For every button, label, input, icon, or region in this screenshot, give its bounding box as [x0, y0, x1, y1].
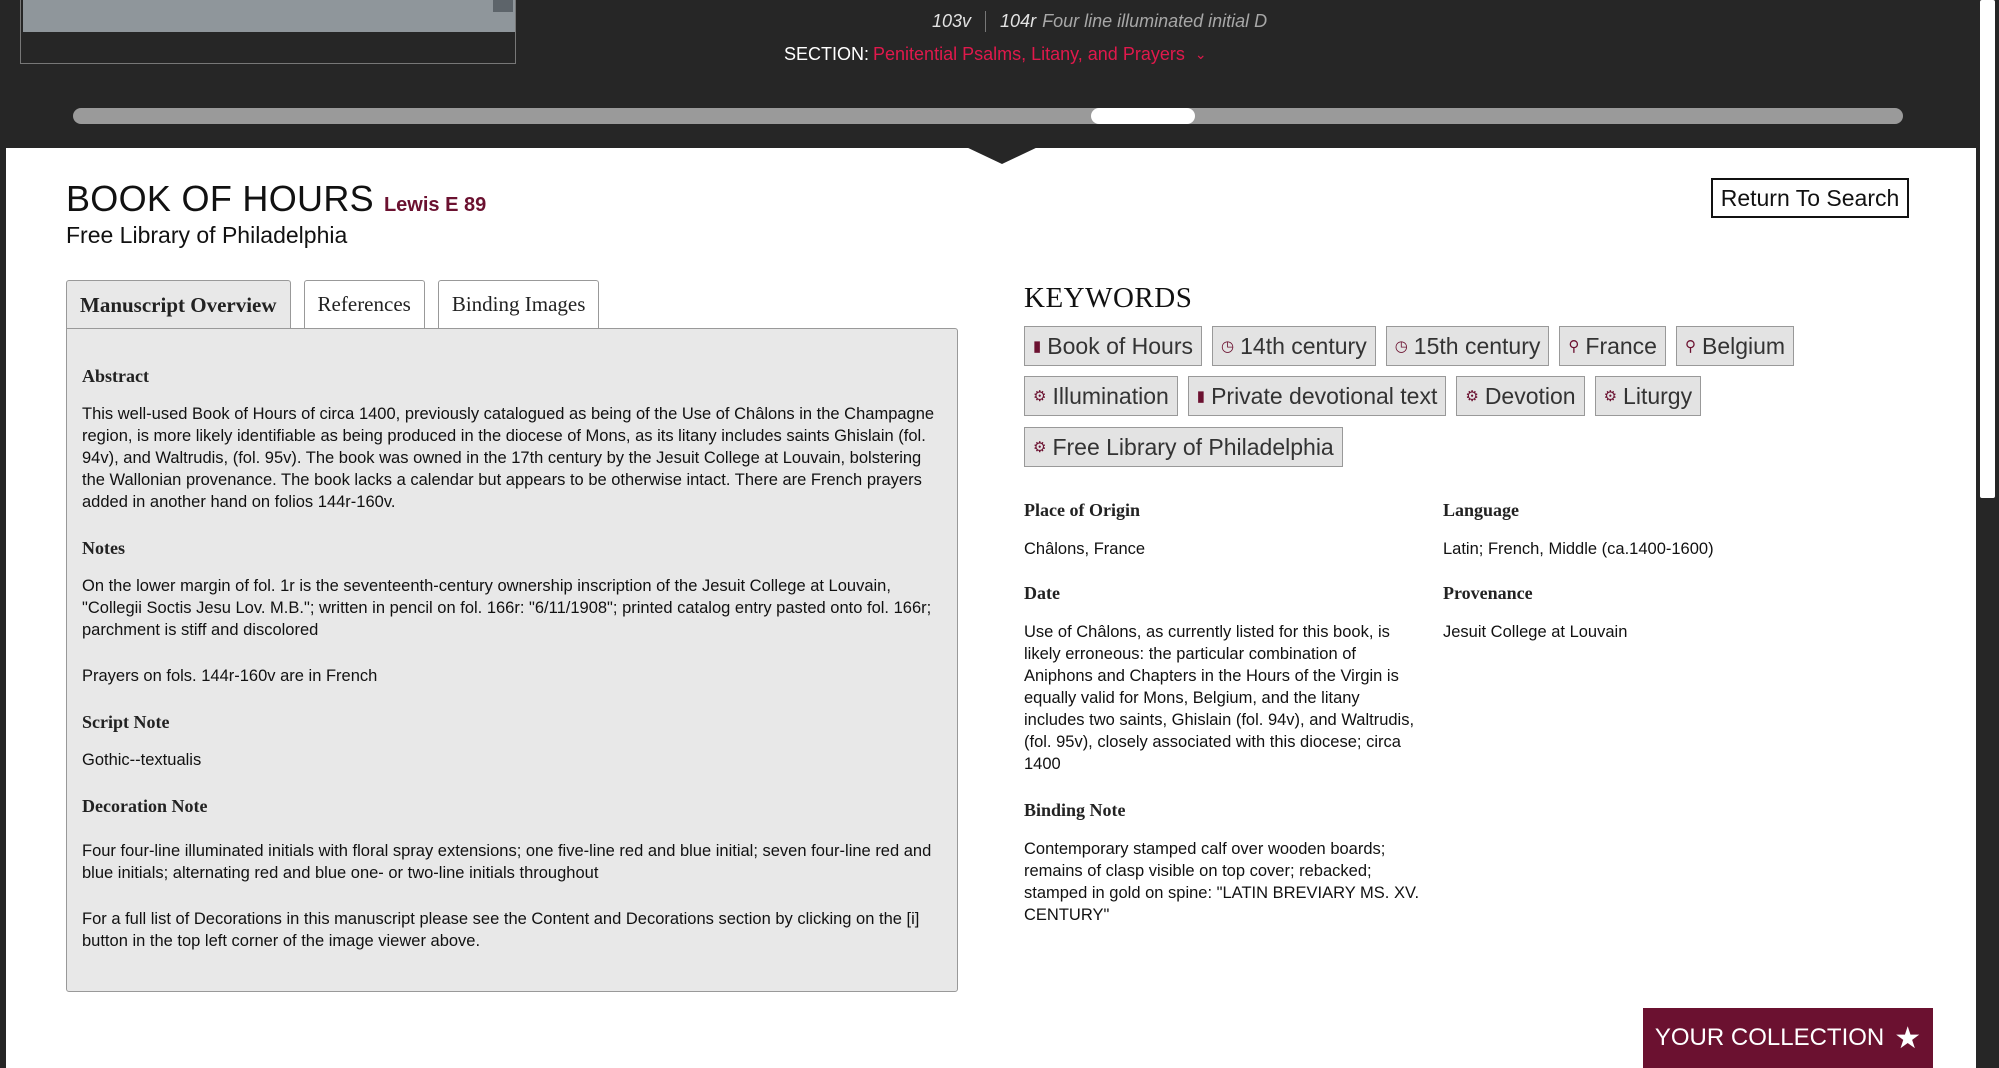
place-of-origin-value: Châlons, France [1024, 540, 1146, 558]
viewer-notch [964, 146, 1040, 164]
language-heading: Language [1443, 500, 1520, 520]
decoration-note-text-2: For a full list of Decorations in this manuscript please see the Content and Decorations section by clicking on the [i] button in the top left corner of the image viewer above. [82, 910, 920, 950]
keyword-free-library-of-philadelphia[interactable] [1024, 427, 1343, 467]
cogs-icon: ⚙ [1033, 388, 1047, 405]
folio-prev[interactable]: 103v [932, 11, 986, 32]
keyword-label: Private devotional text [1211, 382, 1438, 409]
keyword-row-3 [1024, 427, 1353, 467]
tab-binding-images[interactable]: Binding Images [438, 280, 600, 328]
folio-current[interactable]: 104r [1000, 10, 1037, 31]
section-value[interactable]: Penitential Psalms, Litany, and Prayers [873, 44, 1185, 64]
provenance-heading: Provenance [1443, 583, 1533, 603]
abstract-heading: Abstract [82, 366, 149, 386]
keyword-label: Liturgy [1623, 382, 1693, 409]
decoration-note-text: Four four-line illuminated initials with floral spray extensions; one five-line red and blue initial; seven four-line red and blue initials; alternating red and blue one- or two-line initials throughout [82, 842, 932, 882]
keyword-row-2 [1024, 376, 1711, 416]
keywords-heading: KEYWORDS [1024, 282, 1193, 314]
keyword-label: Book of Hours [1047, 332, 1194, 359]
provenance-value: Jesuit College at Louvain [1443, 623, 1628, 641]
overview-panel [66, 328, 958, 992]
cog-icon: ⚙ [1465, 388, 1479, 405]
notes-text: On the lower margin of fol. 1r is the seventeenth-century ownership inscription of the Jesuit College at Louvain, "Collegii Soctis Jesu Lov. M.B."; written in pencil on fol. 166r: "6/11/1908"; printed catalog entry pasted onto fol. 166r; parchment is stiff and discolored [82, 577, 932, 639]
tab-references[interactable]: References [304, 280, 425, 328]
star-icon: ★ [1894, 1021, 1922, 1055]
tab-manuscript-overview[interactable]: Manuscript Overview [66, 280, 291, 330]
return-to-search-button[interactable]: Return To Search [1711, 178, 1909, 218]
keyword-private-devotional-text[interactable] [1188, 376, 1447, 416]
date-value: Use of Châlons, as currently listed for this book, is likely erroneous: the particular combination of Aniphons and Chapters in the Hours of the Virgin is equally valid for Mons, Belgium, and the litany includes two saints, Ghislain (fol. 94v), and Waltrudis, (fol. 95v), closely associated with this diocese; circa 1400 [1024, 623, 1415, 773]
keyword-liturgy[interactable] [1595, 376, 1702, 416]
cog-icon: ⚙ [1603, 388, 1618, 405]
keyword-label: 14th century [1240, 332, 1367, 359]
keyword-france[interactable] [1559, 326, 1666, 366]
thumbnail-strip[interactable] [20, 0, 516, 64]
clock-icon: ◷ [1221, 338, 1235, 355]
keyword-label: Illumination [1052, 382, 1169, 409]
record-header [66, 178, 486, 249]
keyword-book-of-hours[interactable] [1024, 326, 1202, 366]
thumbnail-marker [493, 0, 513, 12]
keyword-label: France [1585, 332, 1657, 359]
folio-indicator [932, 8, 1267, 34]
shelfmark: Lewis E 89 [383, 194, 487, 216]
keyword-label: 15th century [1413, 332, 1541, 359]
keyword-label: Free Library of Philadelphia [1052, 433, 1334, 460]
keyword-15th-century[interactable] [1386, 326, 1550, 366]
date-heading: Date [1024, 583, 1060, 603]
place-of-origin-heading: Place of Origin [1024, 500, 1140, 520]
section-label: SECTION: [784, 44, 870, 64]
script-note-heading: Script Note [82, 712, 170, 732]
binding-note-heading: Binding Note [1024, 800, 1126, 820]
notes-heading: Notes [82, 538, 125, 558]
keyword-14th-century[interactable] [1212, 326, 1376, 366]
record-tabs [66, 280, 612, 330]
folio-description: Four line illuminated initial D [1042, 10, 1268, 31]
notes-text-2: Prayers on fols. 144r-160v are in French [82, 667, 378, 685]
image-viewer [0, 0, 1999, 148]
your-collection-label: YOUR COLLECTION [1654, 1024, 1885, 1051]
cogs-icon: ⚙ [1033, 439, 1047, 456]
abstract-text: This well-used Book of Hours of circa 1400, previously catalogued as being of the Use of Châlons in the Champagne region, is more likely identifiable as being produced in the diocese of Mons, as its litany includes saints Ghislain (fol. 94v), and Waltrudis, (fol. 95v). The book was owned in the 17th century by the Jesuit College at Louvain, bolstering the Wallonian provenance. The book lacks a calendar but appears to be otherwise intact. There are French prayers added in another hand on folios 144r-160v. [82, 405, 935, 511]
left-frame [0, 0, 6, 1068]
page-scrollbar[interactable] [1976, 0, 1999, 1068]
language-value: Latin; French, Middle (ca.1400-1600) [1443, 540, 1714, 558]
repository-name: Free Library of Philadelphia [66, 222, 348, 248]
your-collection-button[interactable] [1643, 1008, 1933, 1068]
keyword-row-1 [1024, 326, 1804, 366]
viewer-scroll-thumb[interactable] [1091, 108, 1195, 124]
keyword-label: Devotion [1484, 382, 1576, 409]
thumbnail-image[interactable] [23, 0, 515, 32]
keyword-illumination[interactable] [1024, 376, 1178, 416]
section-selector[interactable] [784, 44, 1207, 65]
chevron-down-icon[interactable]: ⌄ [1194, 46, 1207, 62]
keyword-label: Belgium [1701, 332, 1786, 359]
page-scroll-thumb[interactable] [1980, 0, 1995, 498]
map-marker-icon: ⚲ [1568, 338, 1580, 355]
decoration-note-heading: Decoration Note [82, 796, 208, 816]
script-note-text: Gothic--textualis [82, 751, 202, 769]
keyword-devotion[interactable] [1456, 376, 1584, 416]
clock-icon: ◷ [1394, 338, 1408, 355]
keyword-belgium[interactable] [1676, 326, 1794, 366]
binding-note-value: Contemporary stamped calf over wooden boards; remains of clasp visible on top cover; rebacked; stamped in gold on spine: "LATIN BREVIARY MS. XV. CENTURY" [1024, 840, 1420, 924]
book-icon: ▮ [1033, 338, 1042, 355]
page-title: BOOK OF HOURS [66, 178, 374, 219]
book-icon: ▮ [1196, 388, 1206, 405]
map-marker-icon: ⚲ [1684, 338, 1696, 355]
viewer-scrollbar[interactable] [73, 108, 1903, 124]
